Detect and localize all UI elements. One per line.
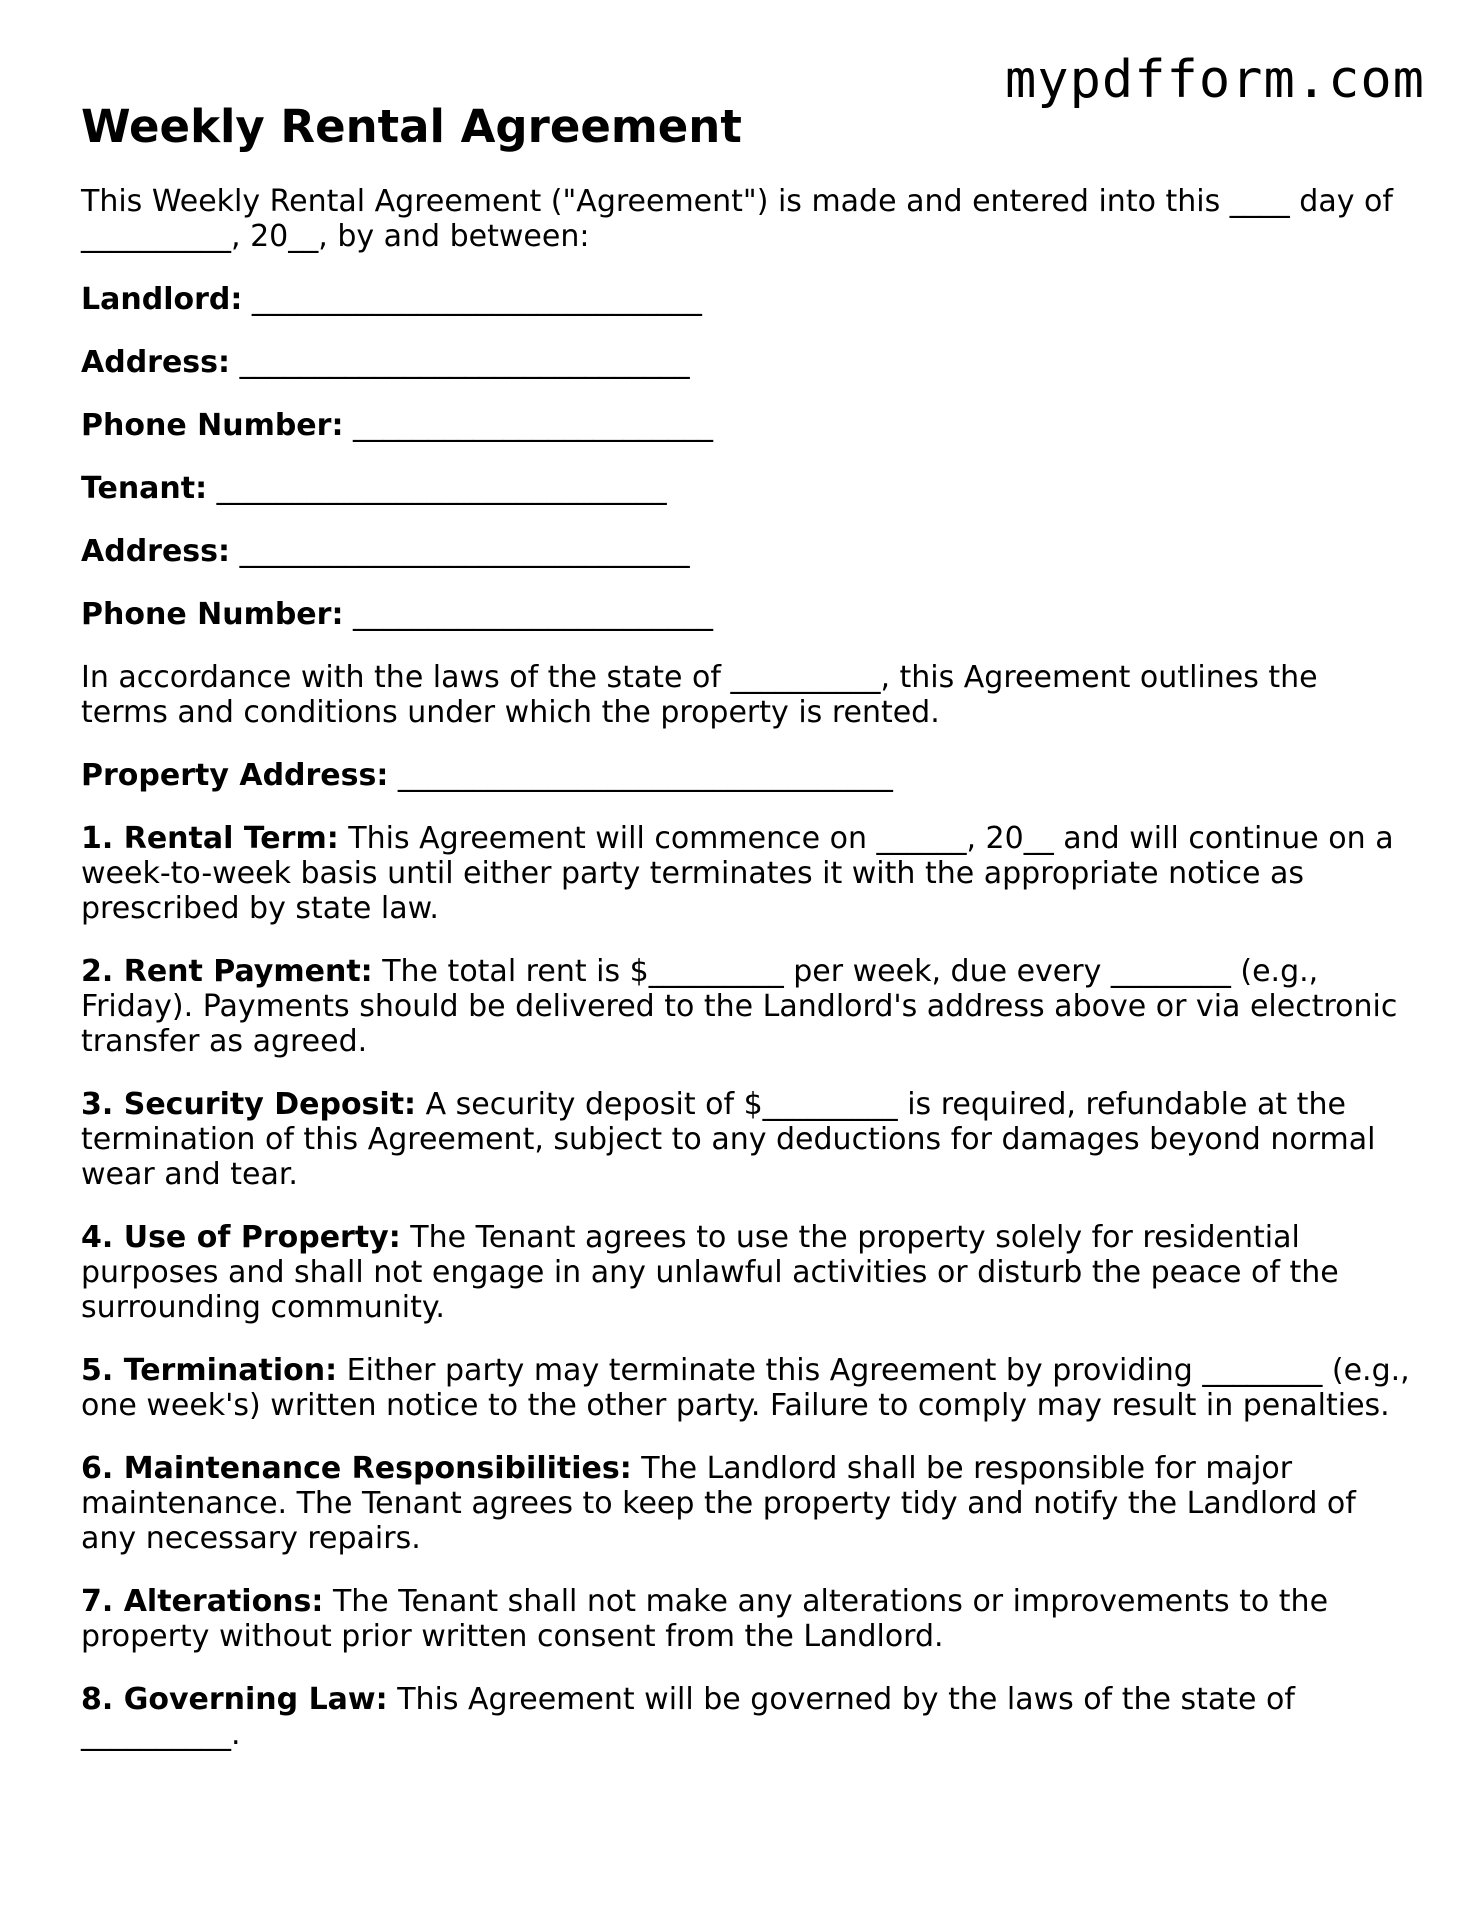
section-text: The Tenant shall not make any alterations or improvements to the property without prior written consent from the Landlord. [81, 1584, 1329, 1654]
field-label: Address: [81, 345, 231, 380]
tenant-address-field [81, 534, 1411, 569]
field-blank: _________________________________ [397, 758, 893, 793]
section-text: A security deposit of $_________ is required, refundable at the termination of this Agreement, subject to any deductions for damages beyond normal wear and tear. [81, 1087, 1376, 1192]
section-heading: 8. Governing Law: [81, 1682, 388, 1717]
section-rental-term [81, 821, 1411, 926]
section-text: The Landlord shall be responsible for major maintenance. The Tenant agrees to keep the property tidy and notify the Landlord of any necessary repairs. [81, 1451, 1356, 1556]
section-text: This Agreement will be governed by the laws of the state of __________. [81, 1682, 1295, 1752]
section-use-of-property [81, 1220, 1411, 1325]
section-rent-payment [81, 954, 1411, 1059]
section-text: This Agreement will commence on ______, 20__ and will continue on a week-to-week basis until either party terminates it with the appropriate notice as prescribed by state law. [81, 821, 1394, 926]
site-watermark: mypdfform.com [1005, 50, 1425, 110]
field-blank: ________________________ [353, 597, 713, 632]
section-heading: 2. Rent Payment: [81, 954, 373, 989]
laws-paragraph: In accordance with the laws of the state of __________, this Agreement outlines the terms and conditions under which the property is rented. [81, 660, 1318, 730]
field-label: Address: [81, 534, 231, 569]
field-blank: ______________________________ [239, 534, 690, 569]
section-text: The Tenant agrees to use the property solely for residential purposes and shall not engage in any unlawful activities or disturb the peace of the surrounding community. [81, 1220, 1339, 1325]
document-page [81, 100, 1411, 1780]
section-termination [81, 1353, 1411, 1423]
field-label: Phone Number: [81, 408, 344, 443]
field-blank: ______________________________ [251, 282, 702, 317]
section-text: The total rent is $_________ per week, due every ________ (e.g., Friday). Payments should be delivered to the Landlord's address above or via electronic transfer as agreed. [81, 954, 1398, 1059]
landlord-address-field [81, 345, 1411, 380]
landlord-field [81, 282, 1411, 317]
field-label: Property Address: [81, 758, 389, 793]
field-label: Landlord: [81, 282, 243, 317]
section-heading: 5. Termination: [81, 1353, 338, 1388]
document-title: Weekly Rental Agreement [81, 100, 742, 153]
section-alterations [81, 1584, 1411, 1654]
section-heading: 3. Security Deposit: [81, 1087, 417, 1122]
section-maintenance [81, 1451, 1411, 1556]
section-text: Either party may terminate this Agreement by providing ________ (e.g., one week's) written notice to the other party. Failure to comply may result in penalties. [81, 1353, 1410, 1423]
tenant-phone-field [81, 597, 1411, 632]
section-security-deposit [81, 1087, 1411, 1192]
field-blank: ______________________________ [239, 345, 690, 380]
field-blank: ______________________________ [216, 471, 667, 506]
section-heading: 1. Rental Term: [81, 821, 339, 856]
section-heading: 7. Alterations: [81, 1584, 324, 1619]
field-label: Phone Number: [81, 597, 344, 632]
field-blank: ________________________ [353, 408, 713, 443]
tenant-field [81, 471, 1411, 506]
section-heading: 4. Use of Property: [81, 1220, 401, 1255]
landlord-phone-field [81, 408, 1411, 443]
section-heading: 6. Maintenance Responsibilities: [81, 1451, 632, 1486]
intro-paragraph: This Weekly Rental Agreement ("Agreement") is made and entered into this ____ day of __________, 20__, by and between: [81, 184, 1393, 254]
field-label: Tenant: [81, 471, 208, 506]
property-address-field [81, 758, 1411, 793]
section-governing-law [81, 1682, 1411, 1752]
